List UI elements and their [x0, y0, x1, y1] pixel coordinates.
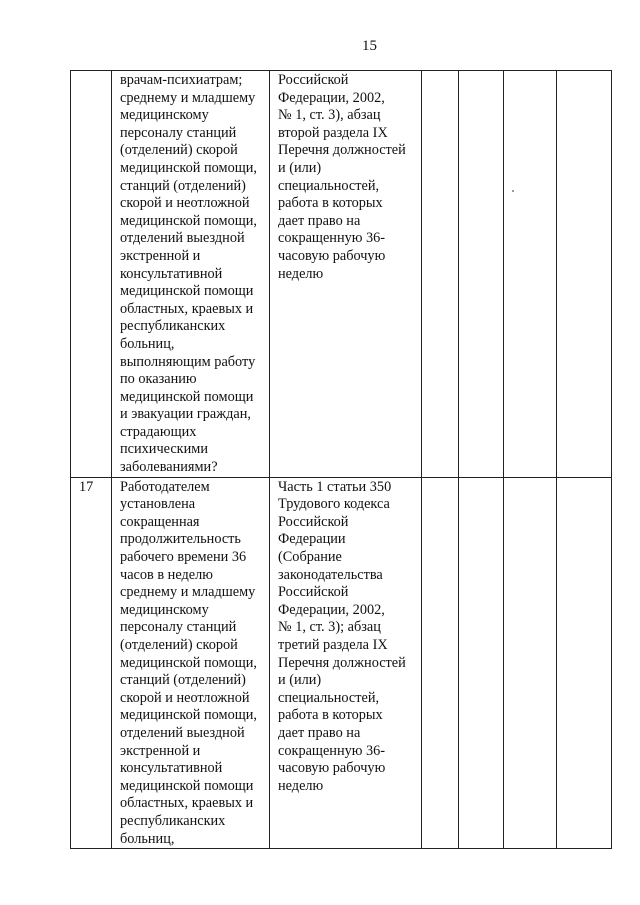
text-line: Перечня должностей [278, 142, 406, 159]
text-line: консультативной [120, 760, 223, 777]
legal-reference-text [270, 478, 421, 796]
text-line: законодательства [278, 566, 383, 583]
text-line: и эвакуации граждан, [120, 406, 251, 423]
answer-cell [504, 71, 557, 478]
page-number: 15 [362, 38, 377, 54]
text-line: специальностей, [278, 689, 380, 706]
text-line: дает право на [278, 212, 361, 229]
text-line: по оказанию [120, 371, 197, 388]
text-line: больниц, [120, 335, 175, 352]
text-line: № 1, ст. 3), абзац [278, 107, 381, 124]
table-row [71, 71, 612, 478]
text-line: продолжительность [120, 531, 241, 548]
answer-cell [459, 477, 504, 848]
text-line: отделений выездной [120, 724, 245, 741]
legal-reference-cell [270, 477, 422, 848]
notes-cell [557, 71, 612, 478]
text-line: психическими [120, 441, 208, 458]
text-line: Российской [278, 72, 349, 88]
text-line: медицинской помощи [120, 283, 254, 300]
text-line: сокращенную 36- [278, 230, 386, 247]
text-line: медицинской помощи, [120, 159, 257, 176]
text-line: часовую рабочую [278, 760, 386, 777]
text-line: выполняющим работу [120, 353, 256, 370]
text-line: экстренной и [120, 742, 201, 759]
text-line: № 1, ст. 3); абзац [278, 619, 381, 636]
text-line: сокращенную 36- [278, 742, 386, 759]
table-row [71, 477, 612, 848]
row-number-cell [71, 477, 112, 848]
text-line: областных, краевых и [120, 300, 254, 317]
legal-reference-cell [270, 71, 422, 478]
text-line: Федерации [278, 531, 346, 548]
row-number [71, 71, 111, 72]
text-line: больниц, [120, 830, 175, 847]
text-line: медицинской помощи [120, 388, 254, 405]
legal-reference-text [270, 71, 421, 283]
text-line: среднему и младшему [120, 584, 256, 601]
text-line: Российской [278, 584, 349, 601]
text-line: часовую рабочую [278, 247, 386, 264]
text-line: Трудового кодекса [278, 496, 390, 513]
text-line: (отделений) скорой [120, 142, 238, 159]
text-line: станций (отделений) [120, 672, 246, 689]
text-line: медицинской помощи [120, 777, 254, 794]
text-line: неделю [278, 265, 324, 282]
scan-speck [512, 190, 514, 192]
row-number-cell [71, 71, 112, 478]
answer-cell [422, 71, 459, 478]
text-line: Российской [278, 513, 349, 530]
text-line: скорой и неотложной [120, 689, 250, 706]
text-line: республиканских [120, 812, 226, 829]
text-line: сокращенная [120, 513, 200, 530]
requirements-table [70, 70, 612, 849]
question-text [112, 478, 269, 848]
text-line: Перечня должностей [278, 654, 406, 671]
text-line: (Собрание [278, 549, 342, 566]
text-line: и (или) [278, 159, 322, 176]
text-line: (отделений) скорой [120, 637, 238, 653]
text-line: скорой и неотложной [120, 195, 250, 212]
text-line: республиканских [120, 318, 226, 335]
text-line: персоналу станций [120, 124, 237, 141]
text-line: врачам-психиатрам; [120, 72, 243, 88]
text-line: третий раздела IX [278, 637, 388, 653]
text-line: рабочего времени 36 [120, 549, 247, 566]
text-line: среднему и младшему [120, 89, 256, 106]
row-number: 17 [79, 478, 94, 495]
text-line: Часть 1 статьи 350 [278, 478, 392, 495]
text-line: отделений выездной [120, 230, 245, 247]
answer-cell [504, 477, 557, 848]
text-line: дает право на [278, 724, 361, 741]
text-line: медицинской помощи, [120, 707, 257, 724]
text-line: Работодателем [120, 478, 210, 495]
text-line: работа в которых [278, 195, 383, 212]
question-text [112, 71, 269, 477]
text-line: консультативной [120, 265, 223, 282]
text-line: медицинской помощи, [120, 654, 257, 671]
text-line: станций (отделений) [120, 177, 246, 194]
text-line: медицинскому [120, 107, 209, 124]
question-cell [112, 477, 270, 848]
text-line: экстренной и [120, 247, 201, 264]
text-line: неделю [278, 777, 324, 794]
answer-cell [459, 71, 504, 478]
text-line: и (или) [278, 672, 322, 689]
answer-cell [422, 477, 459, 848]
text-line: Федерации, 2002, [278, 89, 385, 106]
text-line: часов в неделю [120, 566, 213, 583]
text-line: второй раздела IX [278, 124, 388, 141]
text-line: специальностей, [278, 177, 380, 194]
text-line: заболеваниями? [120, 459, 218, 476]
notes-cell [557, 477, 612, 848]
text-line: Федерации, 2002, [278, 601, 385, 618]
text-line: персоналу станций [120, 619, 237, 636]
text-line: установлена [120, 496, 196, 513]
text-line: работа в которых [278, 707, 383, 724]
text-line: медицинскому [120, 601, 209, 618]
text-line: областных, краевых и [120, 795, 254, 812]
text-line: страдающих [120, 423, 197, 440]
text-line: медицинской помощи, [120, 212, 257, 229]
question-cell [112, 71, 270, 478]
